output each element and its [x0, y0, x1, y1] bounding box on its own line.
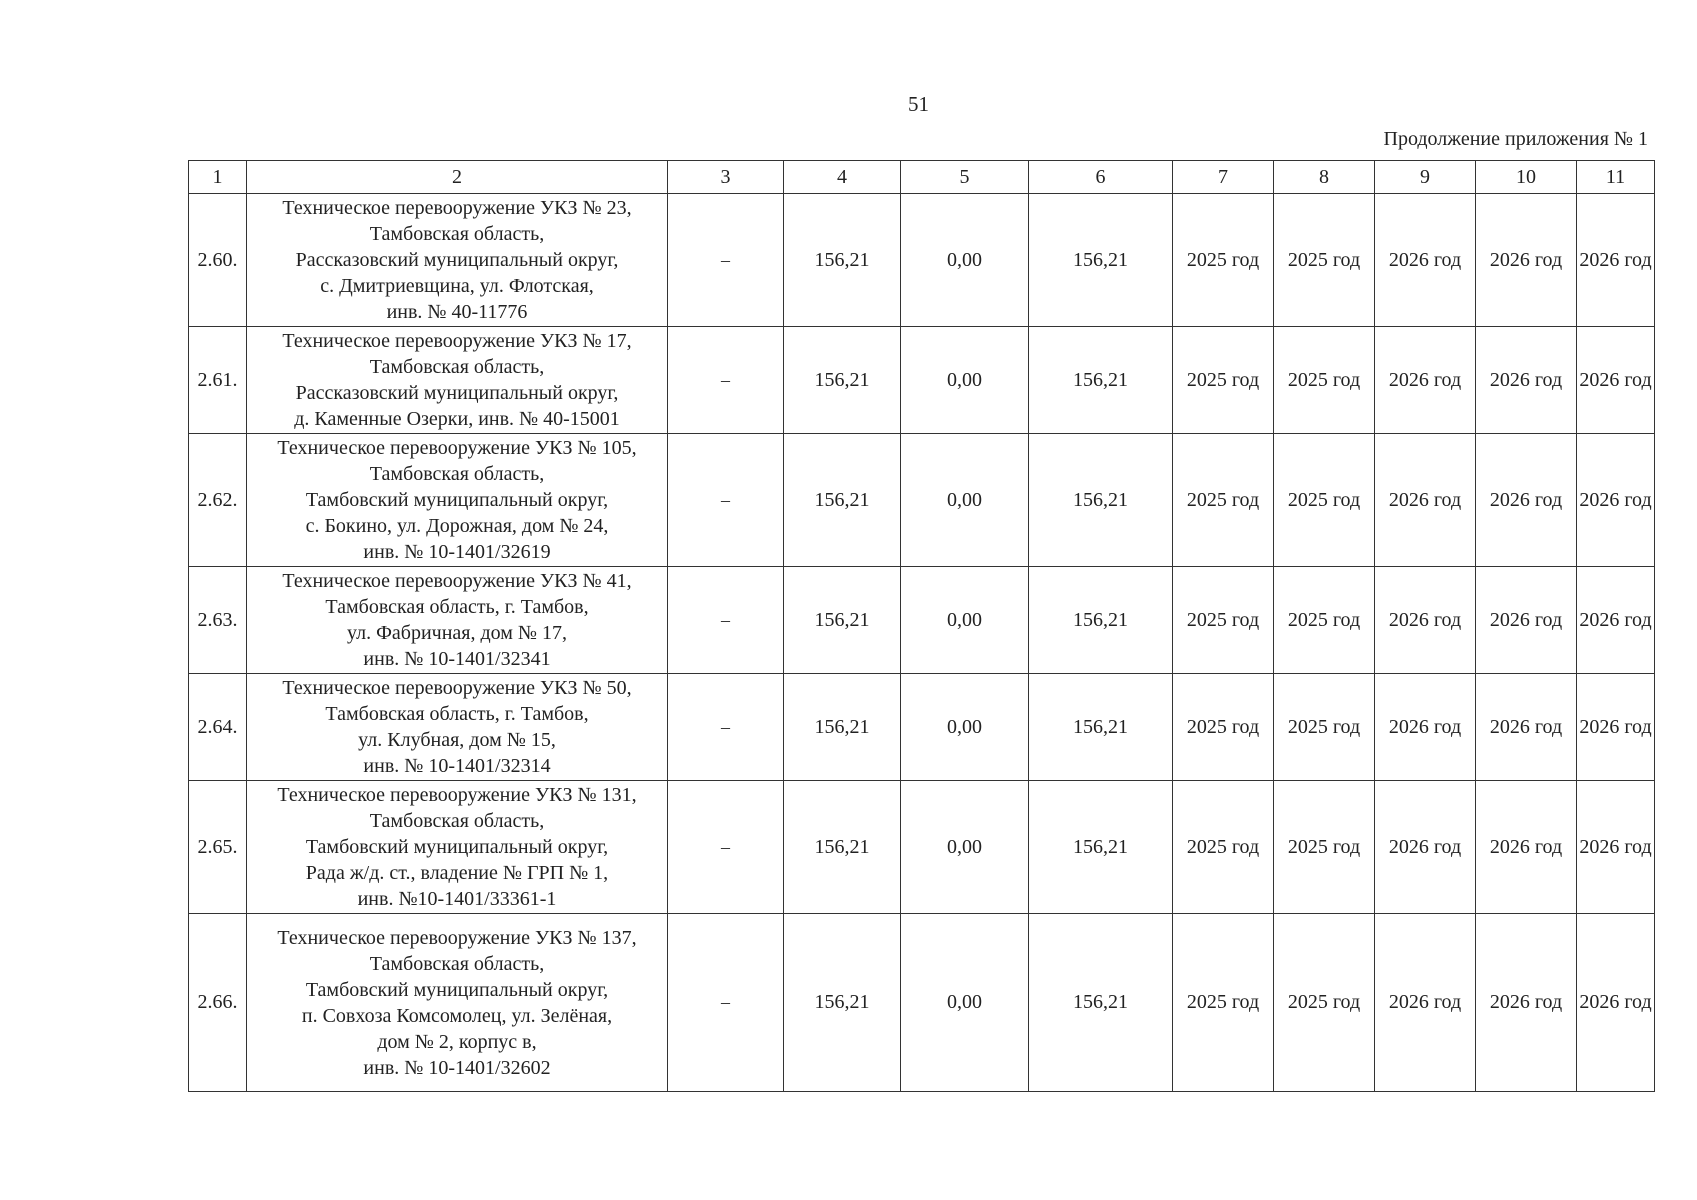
cell-col10: 2026 год — [1476, 194, 1577, 327]
cell-col6: 156,21 — [1029, 674, 1173, 781]
cell-col8: 2025 год — [1274, 674, 1375, 781]
cell-col7: 2025 год — [1173, 434, 1274, 567]
object-name-line: Рада ж/д. ст., владение № ГРП № 1, — [305, 862, 609, 884]
object-name-line: Тамбовская область, — [369, 952, 545, 975]
cell-col4: 156,21 — [784, 914, 901, 1092]
cell-col3: – — [668, 674, 784, 781]
header-cell-9: 9 — [1375, 161, 1476, 194]
cell-col8: 2025 год — [1274, 567, 1375, 674]
object-name-line: Рассказовский муниципальный округ, — [295, 249, 619, 271]
object-name-line: Тамбовский муниципальный округ, — [305, 836, 609, 858]
object-name-line: с. Бокино, ул. Дорожная, дом № 24, — [305, 515, 609, 537]
cell-col9: 2026 год — [1375, 434, 1476, 567]
object-name-line: п. Совхоза Комсомолец, ул. Зелёная, — [301, 1004, 613, 1027]
cell-col4: 156,21 — [784, 781, 901, 914]
object-name — [247, 781, 668, 914]
cell-col3: – — [668, 327, 784, 434]
cell-col6: 156,21 — [1029, 194, 1173, 327]
cell-col7: 2025 год — [1173, 327, 1274, 434]
header-cell-11: 11 — [1577, 161, 1655, 194]
cell-col9: 2026 год — [1375, 674, 1476, 781]
object-name-line: ул. Фабричная, дом № 17, — [346, 622, 568, 644]
cell-col10: 2026 год — [1476, 674, 1577, 781]
cell-col5: 0,00 — [901, 327, 1029, 434]
cell-col9: 2026 год — [1375, 327, 1476, 434]
header-cell-2: 2 — [247, 161, 668, 194]
object-name-line: Тамбовская область, — [369, 356, 545, 378]
object-name-line: инв. № 40-11776 — [386, 301, 528, 323]
cell-col10: 2026 год — [1476, 434, 1577, 567]
object-name-line: ул. Клубная, дом № 15, — [358, 729, 556, 751]
cell-col6: 156,21 — [1029, 567, 1173, 674]
cell-col8: 2025 год — [1274, 781, 1375, 914]
cell-col11: 2026 год — [1577, 781, 1655, 914]
cell-col7: 2025 год — [1173, 914, 1274, 1092]
row-number: 2.65. — [189, 781, 247, 914]
object-name-line: Техническое перевооружение УКЗ № 41, — [282, 570, 632, 592]
table-row — [189, 914, 1655, 1092]
object-name-line: инв. № 10-1401/32314 — [363, 755, 551, 777]
object-name-line: инв. № 10-1401/32619 — [363, 541, 551, 563]
cell-col9: 2026 год — [1375, 781, 1476, 914]
object-name-line: Рассказовский муниципальный округ, — [295, 382, 619, 404]
cell-col5: 0,00 — [901, 194, 1029, 327]
cell-col9: 2026 год — [1375, 914, 1476, 1092]
cell-col11: 2026 год — [1577, 914, 1655, 1092]
cell-col4: 156,21 — [784, 194, 901, 327]
cell-col6: 156,21 — [1029, 914, 1173, 1092]
cell-col3: – — [668, 567, 784, 674]
page-number: 51 — [908, 92, 929, 116]
cell-col11: 2026 год — [1577, 434, 1655, 567]
table-row — [189, 194, 1655, 327]
object-name — [247, 434, 668, 567]
cell-col5: 0,00 — [901, 434, 1029, 567]
cell-col9: 2026 год — [1375, 567, 1476, 674]
object-name — [247, 674, 668, 781]
object-name-line: Техническое перевооружение УКЗ № 137, — [277, 926, 637, 949]
object-name-line: Техническое перевооружение УКЗ № 105, — [277, 437, 637, 459]
header-cell-6: 6 — [1029, 161, 1173, 194]
object-name — [247, 567, 668, 674]
object-name-line: с. Дмитриевщина, ул. Флотская, — [320, 275, 594, 297]
cell-col6: 156,21 — [1029, 781, 1173, 914]
object-name-line: Тамбовская область, — [369, 223, 545, 245]
object-name-line: инв. №10-1401/33361-1 — [357, 888, 557, 910]
table-row — [189, 327, 1655, 434]
object-name-line: Техническое перевооружение УКЗ № 50, — [282, 677, 632, 699]
object-name-line: дом № 2, корпус в, — [377, 1030, 537, 1053]
cell-col9: 2026 год — [1375, 194, 1476, 327]
cell-col3: – — [668, 434, 784, 567]
table-row — [189, 434, 1655, 567]
cell-col8: 2025 год — [1274, 194, 1375, 327]
object-name-line: инв. № 10-1401/32341 — [363, 648, 551, 670]
object-name-line: Техническое перевооружение УКЗ № 131, — [277, 784, 637, 806]
object-name-line: Тамбовская область, г. Тамбов, — [325, 703, 589, 725]
appendix-note: Продолжение приложения № 1 — [1383, 128, 1648, 150]
object-name-line: Техническое перевооружение УКЗ № 23, — [282, 197, 632, 219]
row-number: 2.60. — [189, 194, 247, 327]
cell-col3: – — [668, 781, 784, 914]
header-row — [189, 161, 1655, 194]
object-name-line: Тамбовский муниципальный округ, — [305, 489, 609, 511]
cell-col3: – — [668, 194, 784, 327]
cell-col7: 2025 год — [1173, 781, 1274, 914]
cell-col11: 2026 год — [1577, 674, 1655, 781]
table-row — [189, 674, 1655, 781]
cell-col7: 2025 год — [1173, 194, 1274, 327]
table-row — [189, 567, 1655, 674]
object-name — [247, 327, 668, 434]
cell-col10: 2026 год — [1476, 327, 1577, 434]
header-cell-3: 3 — [668, 161, 784, 194]
object-name-line: Техническое перевооружение УКЗ № 17, — [282, 330, 632, 352]
cell-col5: 0,00 — [901, 674, 1029, 781]
table-row — [189, 781, 1655, 914]
row-number: 2.62. — [189, 434, 247, 567]
header-cell-10: 10 — [1476, 161, 1577, 194]
object-name-line: д. Каменные Озерки, инв. № 40-15001 — [294, 408, 620, 430]
header-cell-8: 8 — [1274, 161, 1375, 194]
cell-col6: 156,21 — [1029, 327, 1173, 434]
cell-col8: 2025 год — [1274, 914, 1375, 1092]
cell-col6: 156,21 — [1029, 434, 1173, 567]
row-number: 2.63. — [189, 567, 247, 674]
header-cell-1: 1 — [189, 161, 247, 194]
header-cell-4: 4 — [784, 161, 901, 194]
object-name-line: Тамбовская область, — [369, 810, 545, 832]
cell-col10: 2026 год — [1476, 914, 1577, 1092]
object-name — [247, 914, 668, 1092]
cell-col11: 2026 год — [1577, 194, 1655, 327]
cell-col7: 2025 год — [1173, 674, 1274, 781]
object-name-line: инв. № 10-1401/32602 — [363, 1056, 551, 1079]
cell-col4: 156,21 — [784, 567, 901, 674]
header-cell-7: 7 — [1173, 161, 1274, 194]
cell-col4: 156,21 — [784, 327, 901, 434]
cell-col5: 0,00 — [901, 914, 1029, 1092]
cell-col8: 2025 год — [1274, 434, 1375, 567]
cell-col11: 2026 год — [1577, 567, 1655, 674]
cell-col5: 0,00 — [901, 781, 1029, 914]
cell-col11: 2026 год — [1577, 327, 1655, 434]
cell-col4: 156,21 — [784, 674, 901, 781]
cell-col10: 2026 год — [1476, 781, 1577, 914]
row-number: 2.64. — [189, 674, 247, 781]
cell-col5: 0,00 — [901, 567, 1029, 674]
object-name-line: Тамбовская область, — [369, 463, 545, 485]
row-number: 2.66. — [189, 914, 247, 1092]
object-name-line: Тамбовский муниципальный округ, — [305, 978, 609, 1001]
appendix-table — [188, 160, 1655, 1092]
object-name-line: Тамбовская область, г. Тамбов, — [325, 596, 589, 618]
cell-col8: 2025 год — [1274, 327, 1375, 434]
object-name — [247, 194, 668, 327]
row-number: 2.61. — [189, 327, 247, 434]
cell-col4: 156,21 — [784, 434, 901, 567]
cell-col7: 2025 год — [1173, 567, 1274, 674]
cell-col10: 2026 год — [1476, 567, 1577, 674]
cell-col3: – — [668, 914, 784, 1092]
header-cell-5: 5 — [901, 161, 1029, 194]
